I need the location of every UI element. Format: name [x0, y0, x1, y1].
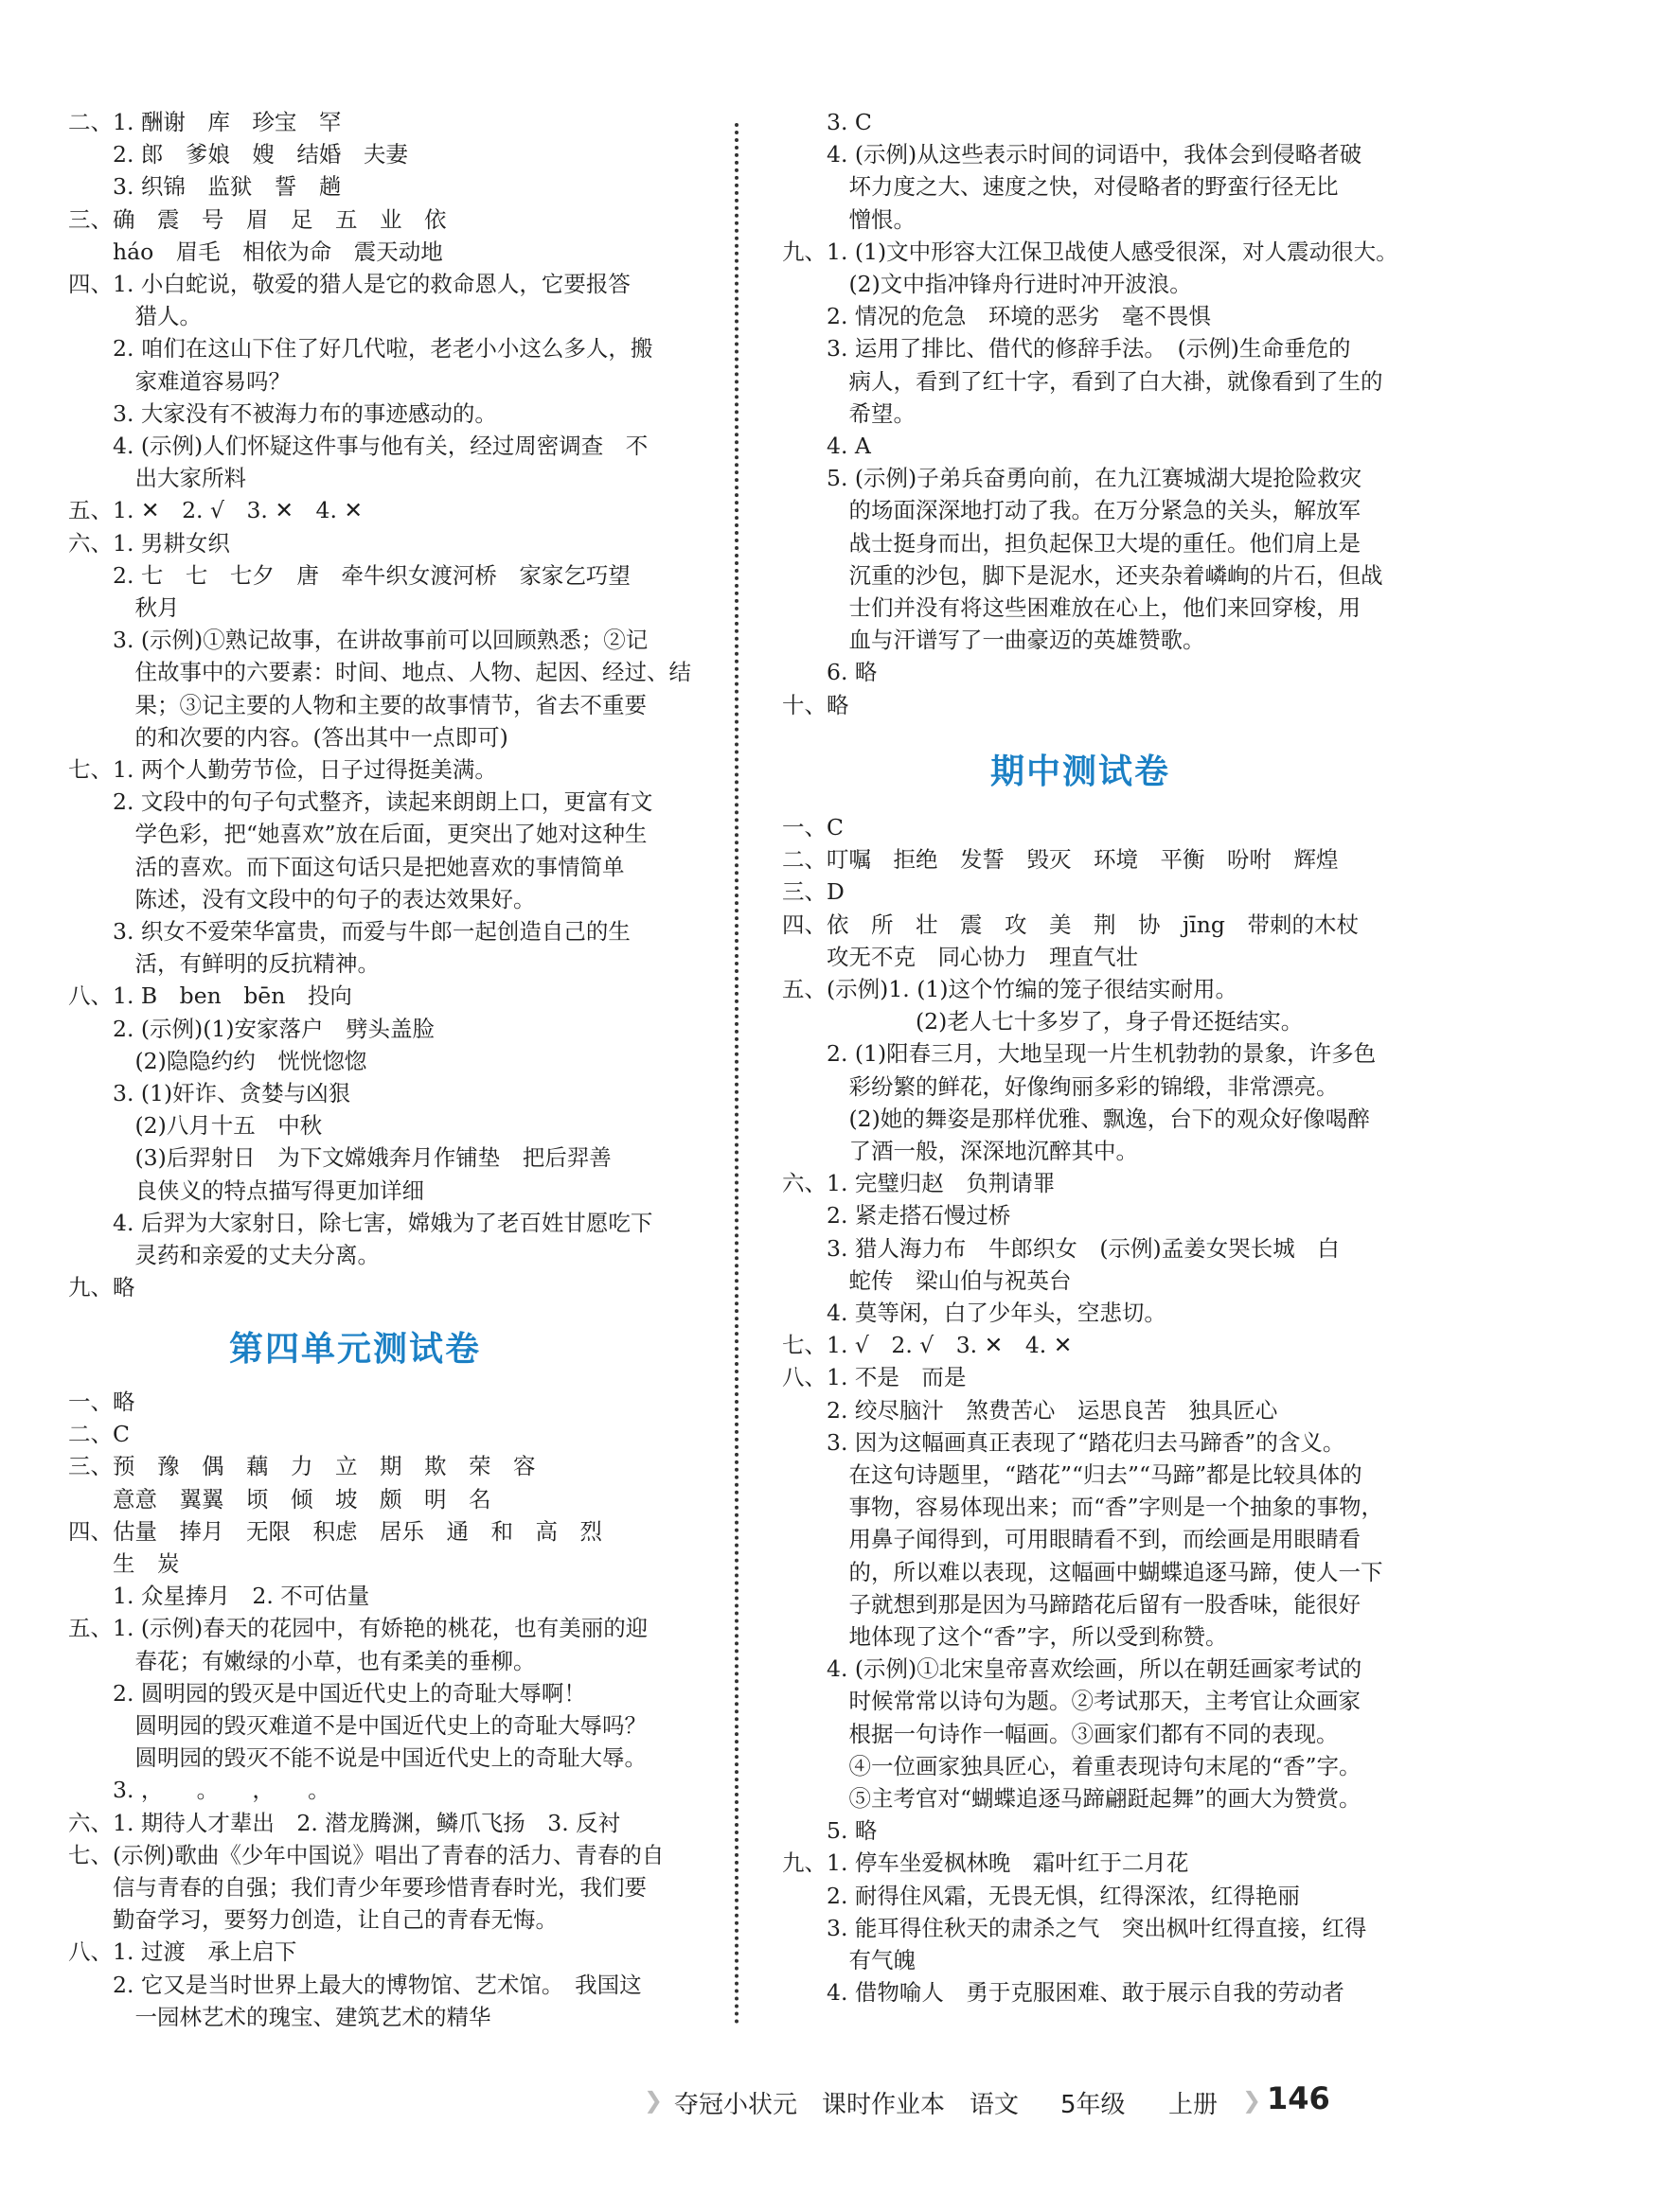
answer-line: 一、略 [68, 1389, 135, 1415]
answer-line: 十、略 [782, 691, 849, 718]
answer-line: 信与青春的自强；我们青少年要珍惜青春时光，我们要 [68, 1874, 647, 1901]
answer-line: 5. 略 [782, 1817, 878, 1845]
answer-line: 灵药和亲爱的丈夫分离。 [68, 1242, 380, 1268]
answer-line: 七、(示例)歌曲《少年中国说》唱出了青春的活力、青春的自 [68, 1841, 665, 1868]
answer-line: 2. 郎 爹娘 嫂 结婚 夫妻 [68, 141, 408, 168]
answer-line: 2. (示例)(1)安家落户 劈头盖脸 [68, 1015, 436, 1042]
answer-line: 3. 大家没有不被海力布的事迹感动的。 [68, 399, 497, 427]
answer-line: 猎人。 [68, 303, 202, 330]
answer-line: (2)八月十五 中秋 [68, 1112, 323, 1140]
answer-line: 活，有鲜明的反抗精神。 [68, 950, 380, 978]
answer-line: 九、1. (1)文中形容大江保卫战使人感受很深，对人震动很大。 [782, 238, 1398, 265]
answer-line: 生 炭 [68, 1550, 180, 1577]
answer-line: 3. 能耳得住秋天的肃杀之气 突出枫叶红得直接，红得 [782, 1914, 1367, 1941]
answer-line: 六、1. 期待人才辈出 2. 潜龙腾渊，鳞爪飞扬 3. 反衬 [68, 1809, 621, 1836]
answer-line: 意意 翼翼 顷 倾 坡 颇 明 名 [68, 1485, 491, 1513]
answer-line: 四、依 所 壮 震 攻 美 荆 协 jīng 带刺的木杖 [782, 911, 1359, 938]
answer-line: 子就想到那是因为马蹄踏花后留有一股香味，能很好 [782, 1590, 1361, 1618]
answer-line: 春花；有嫩绿的小草，也有柔美的垂柳。 [68, 1647, 536, 1674]
answer-line: 家难道容易吗？ [68, 367, 291, 395]
answer-line: 4. A [782, 433, 871, 459]
answer-line: 攻无不克 同心协力 理直气壮 [782, 943, 1138, 970]
column-divider [735, 123, 739, 2026]
answer-line: 三、确 震 号 眉 足 五 业 依 [68, 205, 447, 233]
answer-line: 5. (示例)子弟兵奋勇向前，在九江赛城湖大堤抢险救灾 [782, 465, 1362, 492]
section-title: 第四单元测试卷 [229, 1330, 482, 1369]
section-title: 期中测试卷 [990, 752, 1171, 791]
answer-line: 在这句诗题里，“踏花”“归去”“马蹄”都是比较具体的 [782, 1461, 1362, 1488]
answer-line: 4. (示例)人们怀疑这件事与他有关，经过周密调查 不 [68, 433, 649, 459]
answer-line: 2. 圆明园的毁灭是中国近代史上的奇耻大辱啊！ [68, 1679, 586, 1707]
answer-line: 2. 文段中的句子句式整齐，读起来朗朗上口，更富有文 [68, 788, 653, 816]
answer-line: 八、1. 过渡 承上启下 [68, 1938, 297, 1966]
answer-line: (2)老人七十多岁了，身子骨还挺结实。 [782, 1008, 1304, 1035]
answer-line: 五、(示例)1. (1)这个竹编的笼子很结实耐用。 [782, 976, 1238, 1002]
answer-line: (2)文中指冲锋舟行进时冲开波浪。 [782, 271, 1192, 297]
answer-line: 八、1. B ben bēn 投向 [68, 982, 352, 1010]
answer-line: 2. 耐得住风霜，无畏无惧，红得深浓，红得艳丽 [782, 1882, 1300, 1909]
footer-book: 课时作业本 [822, 2091, 946, 2119]
footer-arrow-icon-2: ❯ [1242, 2087, 1262, 2114]
answer-line: 的场面深深地打动了我。在万分紧急的关头，解放军 [782, 497, 1361, 524]
answer-line: 2. 它又是当时世界上最大的博物馆、艺术馆。 我国这 [68, 1971, 642, 1998]
answer-line: 七、1. √ 2. √ 3. ✕ 4. ✕ [782, 1332, 1073, 1359]
answer-line: 事物，容易体现出来；而“香”字则是一个抽象的事物， [782, 1494, 1384, 1521]
answer-line: 4. (示例)①北宋皇帝喜欢绘画，所以在朝廷画家考试的 [782, 1655, 1362, 1683]
answer-line: 五、1. ✕ 2. √ 3. ✕ 4. ✕ [68, 497, 364, 524]
page-number: 146 [1267, 2080, 1330, 2116]
footer-arrow-icon: ❯ [644, 2087, 664, 2114]
answer-line: 的，所以难以表现，这幅画中蝴蝶追逐马蹄，使人一下 [782, 1558, 1383, 1585]
answer-line: 3. C [782, 109, 872, 135]
answer-line: 七、1. 两个人勤劳节俭，日子过得挺美满。 [68, 756, 497, 783]
answer-line: 蛇传 梁山伯与祝英台 [782, 1266, 1072, 1294]
answer-line: 一园林艺术的瑰宝、建筑艺术的精华 [68, 2003, 491, 2030]
answer-line: 彩纷繁的鲜花，好像绚丽多彩的锦缎，非常漂亮。 [782, 1072, 1339, 1100]
answer-line: (2)她的舞姿是那样优雅、飘逸，台下的观众好像喝醉 [782, 1105, 1370, 1132]
answer-line: 出大家所料 [68, 465, 246, 492]
answer-line: 时候常常以诗句为题。②考试那天，主考官让众画家 [782, 1688, 1361, 1715]
answer-line: 三、D [782, 878, 845, 906]
answer-line: 希望。 [782, 399, 916, 427]
answer-line: 二、1. 酬谢 库 珍宝 罕 [68, 109, 342, 135]
answer-line: 秋月 [68, 594, 180, 621]
answer-line: ④一位画家独具匠心，着重表现诗句末尾的“香”字。 [782, 1752, 1361, 1779]
answer-line: 沉重的沙包，脚下是泥水，还夹杂着嶙峋的片石，但战 [782, 561, 1383, 589]
answer-line: 二、叮嘱 拒绝 发誓 毁灭 环境 平衡 吩咐 辉煌 [782, 846, 1339, 874]
answer-line: (3)后羿射日 为下文嫦娥奔月作铺垫 把后羿善 [68, 1144, 612, 1172]
answer-line: 4. 莫等闲，白了少年头，空悲切。 [782, 1300, 1166, 1326]
answer-line: 有气魄 [782, 1947, 916, 1973]
answer-line: 4. 借物喻人 勇于克服困难、敢于展示自我的劳动者 [782, 1979, 1344, 2007]
answer-line: 3. (1)奸诈、贪婪与凶狠 [68, 1080, 351, 1106]
answer-line: 2. 绞尽脑汁 煞费苦心 运思良苦 独具匠心 [782, 1396, 1278, 1424]
footer-brand: 夺冠小状元 [674, 2091, 798, 2119]
answer-line: 九、略 [68, 1274, 135, 1301]
answer-line: 根据一句诗作一幅画。③画家们都有不同的表现。 [782, 1720, 1339, 1747]
answer-line: háo 眉毛 相依为命 震天动地 [68, 238, 443, 265]
answer-line: 陈述，没有文段中的句子的表达效果好。 [68, 885, 536, 912]
answer-line: 3. 织女不爱荣华富贵，而爱与牛郎一起创造自己的生 [68, 918, 631, 945]
answer-line: 学色彩，把“她喜欢”放在后面，更突出了她对这种生 [68, 821, 648, 848]
answer-line: 憎恨。 [782, 205, 916, 233]
answer-line: 3. ， 。 ， 。 [68, 1777, 330, 1804]
answer-line: 二、C [68, 1421, 130, 1448]
answer-line: 4. (示例)从这些表示时间的词语中，我体会到侵略者破 [782, 141, 1362, 168]
footer-grade: 5年级 [1060, 2091, 1126, 2119]
answer-line: 士们并没有将这些困难放在心上，他们来回穿梭，用 [782, 594, 1361, 621]
answer-line: 勤奋学习，要努力创造，让自己的青春无悔。 [68, 1906, 558, 1934]
answer-line: 圆明园的毁灭不能不说是中国近代史上的奇耻大辱。 [68, 1744, 647, 1772]
answer-line: 坏力度之大、速度之快，对侵略者的野蛮行径无比 [782, 173, 1339, 201]
answer-line: 3. 因为这幅画真正表现了“踏花归去马蹄香”的含义。 [782, 1428, 1345, 1456]
answer-line: 3. 猎人海力布 牛郎织女 (示例)孟姜女哭长城 白 [782, 1234, 1340, 1262]
answer-line: 3. 织锦 监狱 誓 趟 [68, 173, 342, 201]
answer-line: 病人，看到了红十字，看到了白大褂，就像看到了生的 [782, 367, 1383, 395]
answer-line: 八、1. 不是 而是 [782, 1364, 967, 1391]
answer-line: 果；③记主要的人物和主要的故事情节，省去不重要 [68, 691, 647, 718]
answer-line: 九、1. 停车坐爱枫林晚 霜叶红于二月花 [782, 1849, 1189, 1877]
answer-line: 良侠义的特点描写得更加详细 [68, 1177, 424, 1204]
answer-line: 五、1. (示例)春天的花园中，有娇艳的桃花，也有美丽的迎 [68, 1615, 649, 1642]
answer-line: 四、1. 小白蛇说，敬爱的猎人是它的救命恩人，它要报答 [68, 271, 631, 297]
answer-line: 住故事中的六要素：时间、地点、人物、起因、经过、结 [68, 659, 691, 686]
answer-line: 用鼻子闻得到，可用眼睛看不到，而绘画是用眼睛看 [782, 1526, 1361, 1553]
answer-line: 地体现了这个“香”字，所以受到称赞。 [782, 1623, 1228, 1650]
page-footer [568, 2078, 1655, 2125]
answer-line: 了酒一般，深深地沉醉其中。 [782, 1138, 1138, 1164]
answer-line: 3. 运用了排比、借代的修辞手法。 (示例)生命垂危的 [782, 335, 1351, 363]
answer-line: 六、1. 完璧归赵 负荆请罪 [782, 1170, 1056, 1197]
footer-volume: 上册 [1168, 2091, 1219, 2119]
answer-line: 2. 七 七 七夕 唐 牵牛织女渡河桥 家家乞巧望 [68, 561, 631, 589]
answer-line: 活的喜欢。而下面这句话只是把她喜欢的事情简单 [68, 853, 625, 880]
answer-line: 6. 略 [782, 659, 878, 686]
answer-line: 2. 咱们在这山下住了好几代啦，老老小小这么多人，搬 [68, 335, 653, 363]
answer-line: 4. 后羿为大家射日，除七害，嫦娥为了老百姓甘愿吃下 [68, 1209, 653, 1236]
answer-line: 血与汗谱写了一曲豪迈的英雄赞歌。 [782, 627, 1205, 654]
answer-line: 一、C [782, 814, 844, 841]
answer-line: 六、1. 男耕女织 [68, 529, 230, 557]
answer-line: (2)隐隐约约 恍恍惚惚 [68, 1047, 367, 1074]
footer-subject: 语文 [970, 2091, 1020, 2119]
answer-line: 的和次要的内容。(答出其中一点即可) [68, 723, 508, 751]
answer-line: ⑤主考官对“蝴蝶追逐马蹄翩跹起舞”的画大为赞赏。 [782, 1785, 1361, 1812]
answer-line: 圆明园的毁灭难道不是中国近代史上的奇耻大辱吗？ [68, 1712, 647, 1739]
answer-line: 1. 众星捧月 2. 不可估量 [68, 1583, 370, 1610]
answer-line: 2. 情况的危急 环境的恶劣 毫不畏惧 [782, 303, 1211, 330]
answer-line: 三、预 豫 偶 藕 力 立 期 欺 荣 容 [68, 1453, 536, 1480]
answer-line: 2. (1)阳春三月，大地呈现一片生机勃勃的景象，许多色 [782, 1040, 1377, 1068]
answer-line: 2. 紧走搭石慢过桥 [782, 1202, 1011, 1230]
answer-line: 四、估量 捧月 无限 积虑 居乐 通 和 高 烈 [68, 1517, 602, 1545]
answer-line: 战士挺身而出，担负起保卫大堤的重任。他们肩上是 [782, 529, 1361, 557]
answer-line: 3. (示例)①熟记故事，在讲故事前可以回顾熟悉；②记 [68, 627, 649, 654]
